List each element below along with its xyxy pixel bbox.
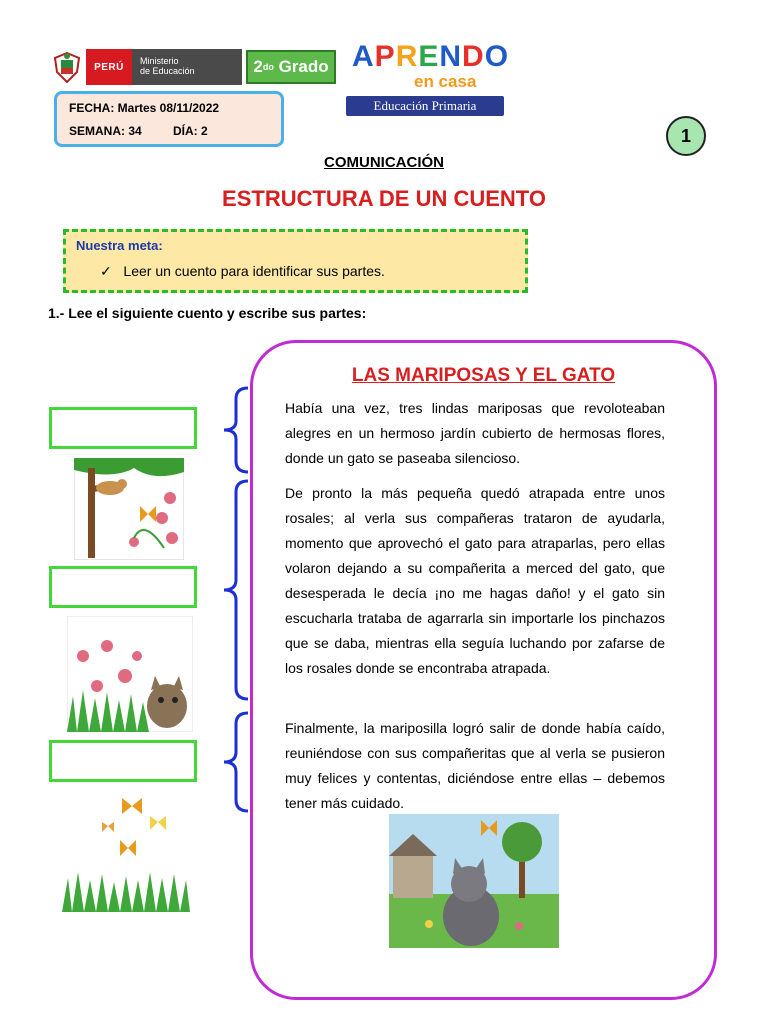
story-paragraph-beginning: Había una vez, tres lindas mariposas que revoloteaban alegres en un hermoso jardín cubierto de hermosas flores, donde un gato se paseaba silencioso. xyxy=(285,400,665,466)
cat-in-tree-illustration xyxy=(74,458,184,560)
grade-badge: 2 do Grado xyxy=(246,50,336,84)
instruction-text: 1.- Lee el siguiente cuento y escribe sus partes: xyxy=(48,305,367,321)
butterflies-and-grass-illustration xyxy=(62,792,190,912)
peru-shield-icon xyxy=(50,50,84,84)
brand-letter: A xyxy=(352,40,375,73)
brace-middle-icon xyxy=(212,478,252,702)
subject-heading: COMUNICACIÓN xyxy=(324,154,444,171)
ministry-logo xyxy=(86,49,242,85)
peru-label: PERÚ xyxy=(86,49,132,85)
story-title: LAS MARIPOSAS Y EL GATO xyxy=(351,365,616,386)
story-paragraph-middle: De pronto la más pequeña quedó atrapada entre unos rosales; al verla sus compañeras trataron de ayudarla, momento que aprovechó el gato para atraparlas, pero ellas volaron dejando a su compañerita a merced del gato, que desesperada le decía ¡no me hagas daño! y el gato sin escucharla trataba de agarrarla sin importarle los pinchazos que se daba, mientras ella seguía luchando por zafarse de los rosales donde se encontraba atrapada. xyxy=(285,485,665,676)
brand-letter: N xyxy=(439,40,463,73)
answer-box-end[interactable] xyxy=(49,740,197,782)
date-info-box xyxy=(54,91,284,147)
level-banner: Educación Primaria xyxy=(346,96,504,116)
brace-end-icon xyxy=(212,710,252,814)
answer-box-middle[interactable] xyxy=(49,566,197,608)
cat-and-roses-illustration xyxy=(67,616,193,732)
goal-item: ✓ Leer un cuento para identificar sus partes. xyxy=(100,263,385,279)
goal-label: Nuestra meta: xyxy=(76,238,163,253)
cat-watching-butterfly-illustration xyxy=(389,814,559,948)
aprendo-subtitle: en casa xyxy=(414,72,477,91)
aprendo-logo xyxy=(352,40,510,73)
brand-letter: P xyxy=(374,40,396,73)
page-number: 1 xyxy=(666,116,706,156)
brand-letter: E xyxy=(418,40,440,73)
day-text: DÍA: 2 xyxy=(173,124,208,138)
brand-letter: D xyxy=(462,40,485,73)
brand-letter: O xyxy=(484,40,510,73)
goal-box xyxy=(63,229,528,293)
date-text: FECHA: Martes 08/11/2022 xyxy=(69,101,220,115)
week-text: SEMANA: 34 xyxy=(69,124,142,138)
page-title: ESTRUCTURA DE UN CUENTO xyxy=(222,186,546,211)
ministry-name: Ministerio de Educación xyxy=(132,49,242,85)
check-icon: ✓ xyxy=(100,263,112,279)
story-paragraph-end: Finalmente, la mariposilla logró salir de donde había caído, reuniéndose con sus compañeritas que al verla se pusieron muy felices y contentas, diciéndose entre ellas – debemos tener más cuidado. xyxy=(285,720,665,811)
brand-letter: R xyxy=(395,40,419,73)
answer-box-beginning[interactable] xyxy=(49,407,197,449)
brace-beginning-icon xyxy=(212,385,252,475)
